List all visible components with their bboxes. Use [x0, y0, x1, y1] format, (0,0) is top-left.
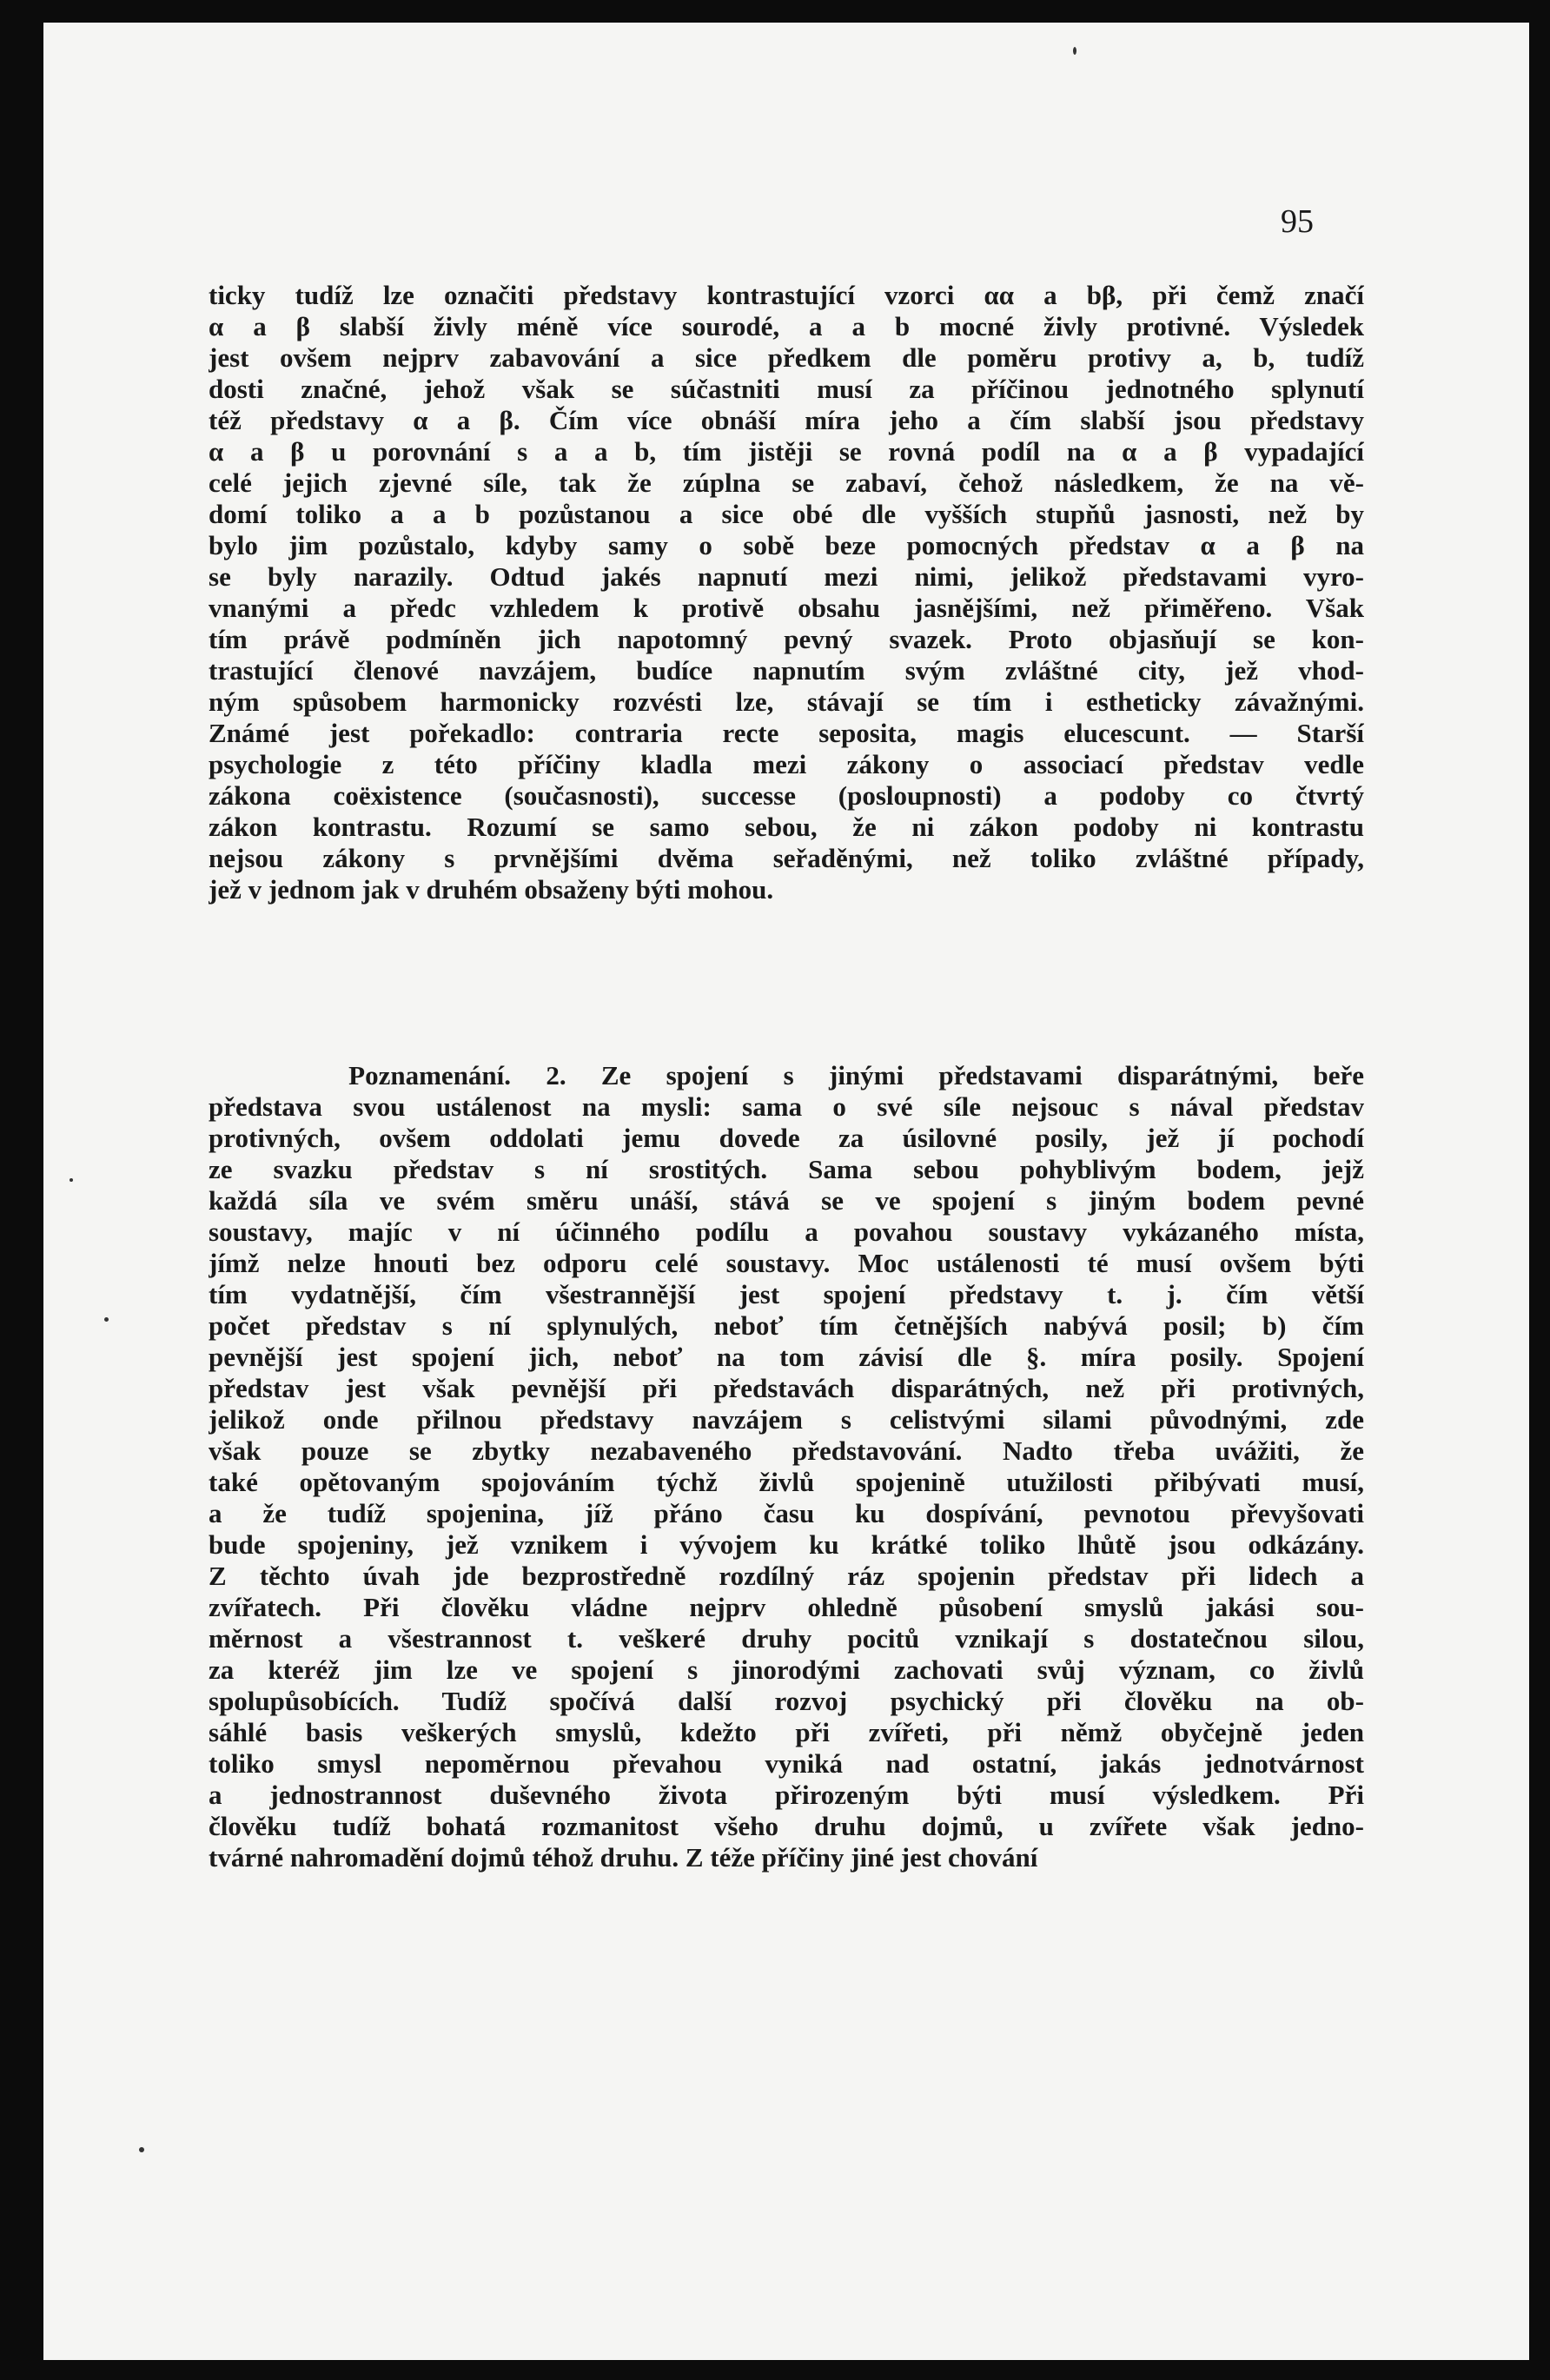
text-line: za kteréž jim lze ve spojení s jinorodými zachovati svůj význam, co živlů — [209, 1654, 1364, 1685]
text-line: každá síla ve svém směru unáší, stává se ve spojení s jiným bodem pevné — [209, 1185, 1364, 1216]
text-line: člověku tudíž bohatá rozmanitost všeho druhu dojmů, u zvířete však jedno- — [209, 1811, 1364, 1841]
text-line: jímž nelze hnouti bez odporu celé soustavy. Moc ustálenosti té musí ovšem býti — [209, 1248, 1364, 1278]
scan-speck — [1073, 47, 1076, 55]
text-line: Poznamenání. 2. Ze spojení s jinými představami disparátnými, beře — [209, 1060, 1364, 1091]
text-line: však pouze se zbytky nezabaveného představování. Nadto třeba uvážiti, že — [209, 1435, 1364, 1466]
text-line: nejsou zákony s prvnějšími dvěma seřaděnými, než toliko zvláštné případy, — [209, 843, 1364, 873]
text-line: domí toliko a a b pozůstanou a sice obé dle vyšších stupňů jasnosti, než by — [209, 499, 1364, 529]
scan-speck — [139, 2147, 144, 2152]
text-line: také opětovaným spojováním týchž živlů spojenině utužilosti přibývati musí, — [209, 1467, 1364, 1497]
paragraph-1 — [209, 280, 1364, 905]
text-line: jelikož onde přilnou představy navzájem s celistvými silami původnými, zde — [209, 1404, 1364, 1435]
text-line: bylo jim pozůstalo, kdyby samy o sobě beze pomocných představ α a β na — [209, 530, 1364, 560]
scan-speck — [104, 1317, 109, 1322]
text-line: bude spojeniny, jež vznikem i vývojem ku krátké toliko lhůtě jsou odkázány. — [209, 1529, 1364, 1560]
text-line: ným spůsobem harmonicky rozvésti lze, stávají se tím i estheticky závažnými. — [209, 686, 1364, 717]
text-line: tím vydatnější, čím všestrannější jest spojení představy t. j. čím větší — [209, 1279, 1364, 1309]
text-line: Známé jest pořekadlo: contraria recte seposita, magis elucescunt. — Starší — [209, 718, 1364, 748]
text-line: psychologie z této příčiny kladla mezi zákony o associací představ vedle — [209, 749, 1364, 779]
text-line: představa svou ustálenost na mysli: sama o své síle nejsouc s nával představ — [209, 1091, 1364, 1122]
text-line: toliko smysl nepoměrnou převahou vyniká nad ostatní, jakás jednotvárnost — [209, 1748, 1364, 1779]
text-line: zákon kontrastu. Rozumí se samo sebou, že ni zákon podoby ni kontrastu — [209, 812, 1364, 842]
text-line: měrnost a všestrannost t. veškeré druhy pocitů vznikají s dostatečnou silou, — [209, 1623, 1364, 1654]
page-number: 95 — [1281, 203, 1314, 240]
text-line: soustavy, majíc v ní účinného podílu a povahou soustavy vykázaného místa, — [209, 1217, 1364, 1247]
scan-speck — [70, 1178, 73, 1182]
text-line: tvárné nahromadění dojmů téhož druhu. Z téže příčiny jiné jest chování — [209, 1842, 1038, 1873]
text-line: ze svazku představ s ní srostitých. Sama sebou pohyblivým bodem, jejž — [209, 1154, 1364, 1184]
text-line: trastující členové navzájem, budíce napnutím svým zvláštné city, jež vhod- — [209, 655, 1364, 686]
paragraph-2 — [209, 1060, 1364, 1873]
text-line: spolupůsobících. Tudíž spočívá další rozvoj psychický při člověku na ob- — [209, 1686, 1364, 1716]
text-line: dosti značné, jehož však se súčastniti musí za příčinou jednotného splynutí — [209, 374, 1364, 404]
text-line: Z těchto úvah jde bezprostředně rozdílný ráz spojenin představ při lidech a — [209, 1561, 1364, 1591]
text-line: a že tudíž spojenina, jíž přáno času ku dospívání, pevnotou převyšovati — [209, 1498, 1364, 1528]
text-line: počet představ s ní splynulých, neboť tím četnějších nabývá posil; b) čím — [209, 1310, 1364, 1341]
text-line: se byly narazily. Odtud jakés napnutí mezi nimi, jelikož představami vyro- — [209, 561, 1364, 592]
text-line: celé jejich zjevné síle, tak že zúplna se zabaví, čehož následkem, že na vě- — [209, 467, 1364, 498]
text-line: zvířatech. Při člověku vládne nejprv ohledně působení smyslů jakási sou- — [209, 1592, 1364, 1622]
text-line: jež v jednom jak v druhém obsaženy býti mohou. — [209, 874, 774, 905]
text-line: vnanými a předc vzhledem k protivě obsahu jasnějšími, než přiměřeno. Však — [209, 593, 1364, 623]
text-line: jest ovšem nejprv zabavování a sice předkem dle poměru protivy a, b, tudíž — [209, 342, 1364, 373]
text-line: α a β slabší živly méně více sourodé, a a b mocné živly protivné. Výsledek — [209, 311, 1364, 341]
text-line: a jednostrannost duševného života přirozeným býti musí výsledkem. Při — [209, 1780, 1364, 1810]
text-line: sáhlé basis veškerých smyslů, kdežto při zvířeti, při němž obyčejně jeden — [209, 1717, 1364, 1747]
text-line: ticky tudíž lze označiti představy kontrastující vzorci αα a bβ, při čemž značí — [209, 280, 1364, 310]
text-line: představ jest však pevnější při představách disparátných, než při protivných, — [209, 1373, 1364, 1403]
text-line: α a β u porovnání s a a b, tím jistěji se rovná podíl na α a β vypadající — [209, 436, 1364, 467]
text-line: protivných, ovšem oddolati jemu dovede za úsilovné posily, jež jí pochodí — [209, 1123, 1364, 1153]
book-page — [43, 23, 1529, 2360]
text-line: pevnější jest spojení jich, neboť na tom závisí dle §. míra posily. Spojení — [209, 1342, 1364, 1372]
text-line: též představy α a β. Čím více obnáší míra jeho a čím slabší jsou představy — [209, 405, 1364, 435]
text-line: zákona coëxistence (současnosti), successe (posloupnosti) a podoby co čtvrtý — [209, 780, 1364, 811]
text-line: tím právě podmíněn jich napotomný pevný svazek. Proto objasňují se kon- — [209, 624, 1364, 654]
